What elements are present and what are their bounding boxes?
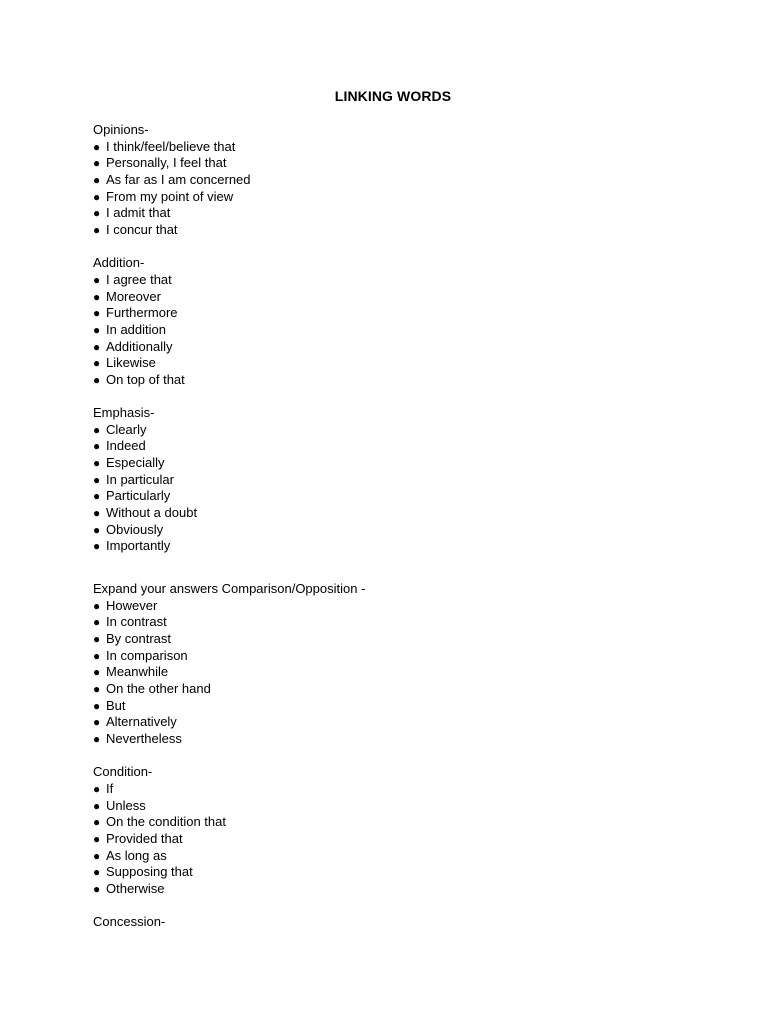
bullet-icon: ● bbox=[93, 731, 101, 746]
section-concession bbox=[93, 914, 693, 931]
bullet-icon: ● bbox=[93, 172, 101, 187]
bullet-icon: ● bbox=[93, 848, 101, 863]
bullet-icon: ● bbox=[93, 472, 101, 487]
list-item bbox=[93, 438, 693, 455]
section-heading: Opinions- bbox=[93, 122, 149, 137]
bullet-icon: ● bbox=[93, 372, 101, 387]
list-item-text: I admit that bbox=[106, 205, 171, 221]
bullet-icon: ● bbox=[93, 648, 101, 663]
list-item-text: Otherwise bbox=[106, 880, 165, 896]
bullet-icon: ● bbox=[93, 615, 101, 630]
list-item-text: If bbox=[106, 780, 114, 796]
section-heading: Expand your answers Comparison/Opposition - bbox=[93, 581, 366, 597]
list-item-text: However bbox=[106, 597, 158, 613]
list-item bbox=[93, 731, 693, 748]
list-item bbox=[93, 305, 693, 322]
list-item bbox=[93, 189, 693, 206]
list-item bbox=[93, 538, 693, 555]
list-item-text: But bbox=[106, 697, 126, 713]
list-item bbox=[93, 522, 693, 539]
list-item bbox=[93, 355, 693, 372]
list-item-text: Supposing that bbox=[106, 864, 193, 880]
list-item bbox=[93, 664, 693, 681]
list-item-text: By contrast bbox=[106, 631, 172, 646]
bullet-icon: ● bbox=[93, 189, 101, 204]
list-item-text: I agree that bbox=[106, 271, 172, 287]
list-item-text: On the other hand bbox=[106, 680, 211, 696]
bullet-icon: ● bbox=[93, 456, 101, 471]
linking-word-list bbox=[93, 272, 693, 389]
linking-word-list bbox=[93, 139, 693, 239]
bullet-icon: ● bbox=[93, 539, 101, 554]
list-item bbox=[93, 648, 693, 665]
list-item-text: Alternatively bbox=[106, 714, 177, 730]
list-item-text: Moreover bbox=[106, 288, 161, 304]
document-title: LINKING WORDS bbox=[334, 88, 452, 104]
bullet-icon: ● bbox=[93, 815, 101, 830]
bullet-icon: ● bbox=[93, 715, 101, 730]
bullet-icon: ● bbox=[93, 522, 101, 537]
list-item-text: On top of that bbox=[106, 371, 185, 387]
bullet-icon: ● bbox=[93, 289, 101, 304]
bullet-icon: ● bbox=[93, 272, 101, 287]
linking-word-list bbox=[93, 598, 693, 748]
bullet-icon: ● bbox=[93, 881, 101, 896]
list-item-text: On the condition that bbox=[106, 814, 226, 830]
list-item bbox=[93, 864, 693, 881]
list-item-text: Furthermore bbox=[106, 305, 178, 321]
bullet-icon: ● bbox=[93, 698, 101, 713]
bullet-icon: ● bbox=[93, 665, 101, 680]
list-item-text: As far as I am concerned bbox=[106, 171, 251, 187]
list-item-text: Unless bbox=[106, 797, 146, 813]
bullet-icon: ● bbox=[93, 598, 101, 613]
list-item bbox=[93, 831, 693, 848]
list-item-text: Provided that bbox=[106, 830, 183, 846]
list-item-text: Indeed bbox=[106, 438, 146, 454]
bullet-icon: ● bbox=[93, 422, 101, 437]
list-item-text: I think/feel/believe that bbox=[106, 138, 236, 154]
section-comparison-opposition bbox=[93, 581, 693, 748]
list-item-text: In addition bbox=[106, 321, 166, 337]
list-item bbox=[93, 155, 693, 172]
list-item bbox=[93, 339, 693, 356]
list-item bbox=[93, 505, 693, 522]
list-item-text: Especially bbox=[106, 455, 165, 471]
list-item bbox=[93, 289, 693, 306]
list-item-text: In comparison bbox=[106, 647, 188, 663]
list-item-text: In particular bbox=[106, 471, 174, 487]
section-condition bbox=[93, 764, 693, 897]
section-heading: Condition- bbox=[93, 764, 153, 780]
bullet-icon: ● bbox=[93, 156, 101, 171]
bullet-icon: ● bbox=[93, 489, 101, 504]
section-addition bbox=[93, 255, 693, 388]
list-item bbox=[93, 222, 693, 239]
list-item-text: Nevertheless bbox=[106, 730, 182, 746]
document-body bbox=[93, 122, 693, 931]
list-item bbox=[93, 372, 693, 389]
bullet-icon: ● bbox=[93, 356, 101, 371]
list-item bbox=[93, 848, 693, 865]
list-item-text: Clearly bbox=[106, 421, 147, 437]
list-item bbox=[93, 698, 693, 715]
list-item bbox=[93, 322, 693, 339]
bullet-icon: ● bbox=[93, 798, 101, 813]
list-item bbox=[93, 139, 693, 156]
list-item bbox=[93, 681, 693, 698]
list-item bbox=[93, 631, 693, 648]
list-item bbox=[93, 272, 693, 289]
list-item-text: Likewise bbox=[106, 355, 156, 371]
list-item bbox=[93, 172, 693, 189]
list-item-text: Additionally bbox=[106, 338, 173, 354]
list-item-text: I concur that bbox=[106, 221, 178, 237]
bullet-icon: ● bbox=[93, 222, 101, 237]
bullet-icon: ● bbox=[93, 439, 101, 454]
list-item bbox=[93, 598, 693, 615]
bullet-icon: ● bbox=[93, 139, 101, 154]
list-item-text: Importantly bbox=[106, 538, 171, 554]
bullet-icon: ● bbox=[93, 865, 101, 880]
section-opinions bbox=[93, 122, 693, 239]
bullet-icon: ● bbox=[93, 306, 101, 321]
bullet-icon: ● bbox=[93, 831, 101, 846]
section-heading: Concession- bbox=[93, 914, 166, 930]
list-item-text: Obviously bbox=[106, 521, 164, 537]
linking-word-list bbox=[93, 422, 693, 555]
linking-word-list bbox=[93, 781, 693, 898]
list-item bbox=[93, 422, 693, 439]
list-item-text: Particularly bbox=[106, 488, 171, 504]
bullet-icon: ● bbox=[93, 322, 101, 337]
list-item bbox=[93, 205, 693, 222]
list-item-text: Personally, I feel that bbox=[106, 155, 227, 171]
list-item bbox=[93, 714, 693, 731]
section-heading: Addition- bbox=[93, 255, 145, 271]
bullet-icon: ● bbox=[93, 206, 101, 221]
list-item bbox=[93, 798, 693, 815]
bullet-icon: ● bbox=[93, 632, 101, 646]
bullet-icon: ● bbox=[93, 506, 101, 521]
bullet-icon: ● bbox=[93, 781, 101, 796]
list-item-text: Without a doubt bbox=[106, 505, 198, 521]
list-item bbox=[93, 455, 693, 472]
section-heading: Emphasis- bbox=[93, 405, 155, 421]
section-emphasis bbox=[93, 405, 693, 555]
list-item bbox=[93, 881, 693, 898]
list-item bbox=[93, 472, 693, 489]
list-item bbox=[93, 614, 693, 631]
list-item-text: From my point of view bbox=[106, 188, 234, 204]
list-item-text: As long as bbox=[106, 847, 167, 863]
list-item bbox=[93, 781, 693, 798]
list-item-text: Meanwhile bbox=[106, 664, 169, 680]
bullet-icon: ● bbox=[93, 681, 101, 696]
list-item bbox=[93, 488, 693, 505]
list-item bbox=[93, 814, 693, 831]
list-item-text: In contrast bbox=[106, 614, 167, 630]
bullet-icon: ● bbox=[93, 339, 101, 354]
